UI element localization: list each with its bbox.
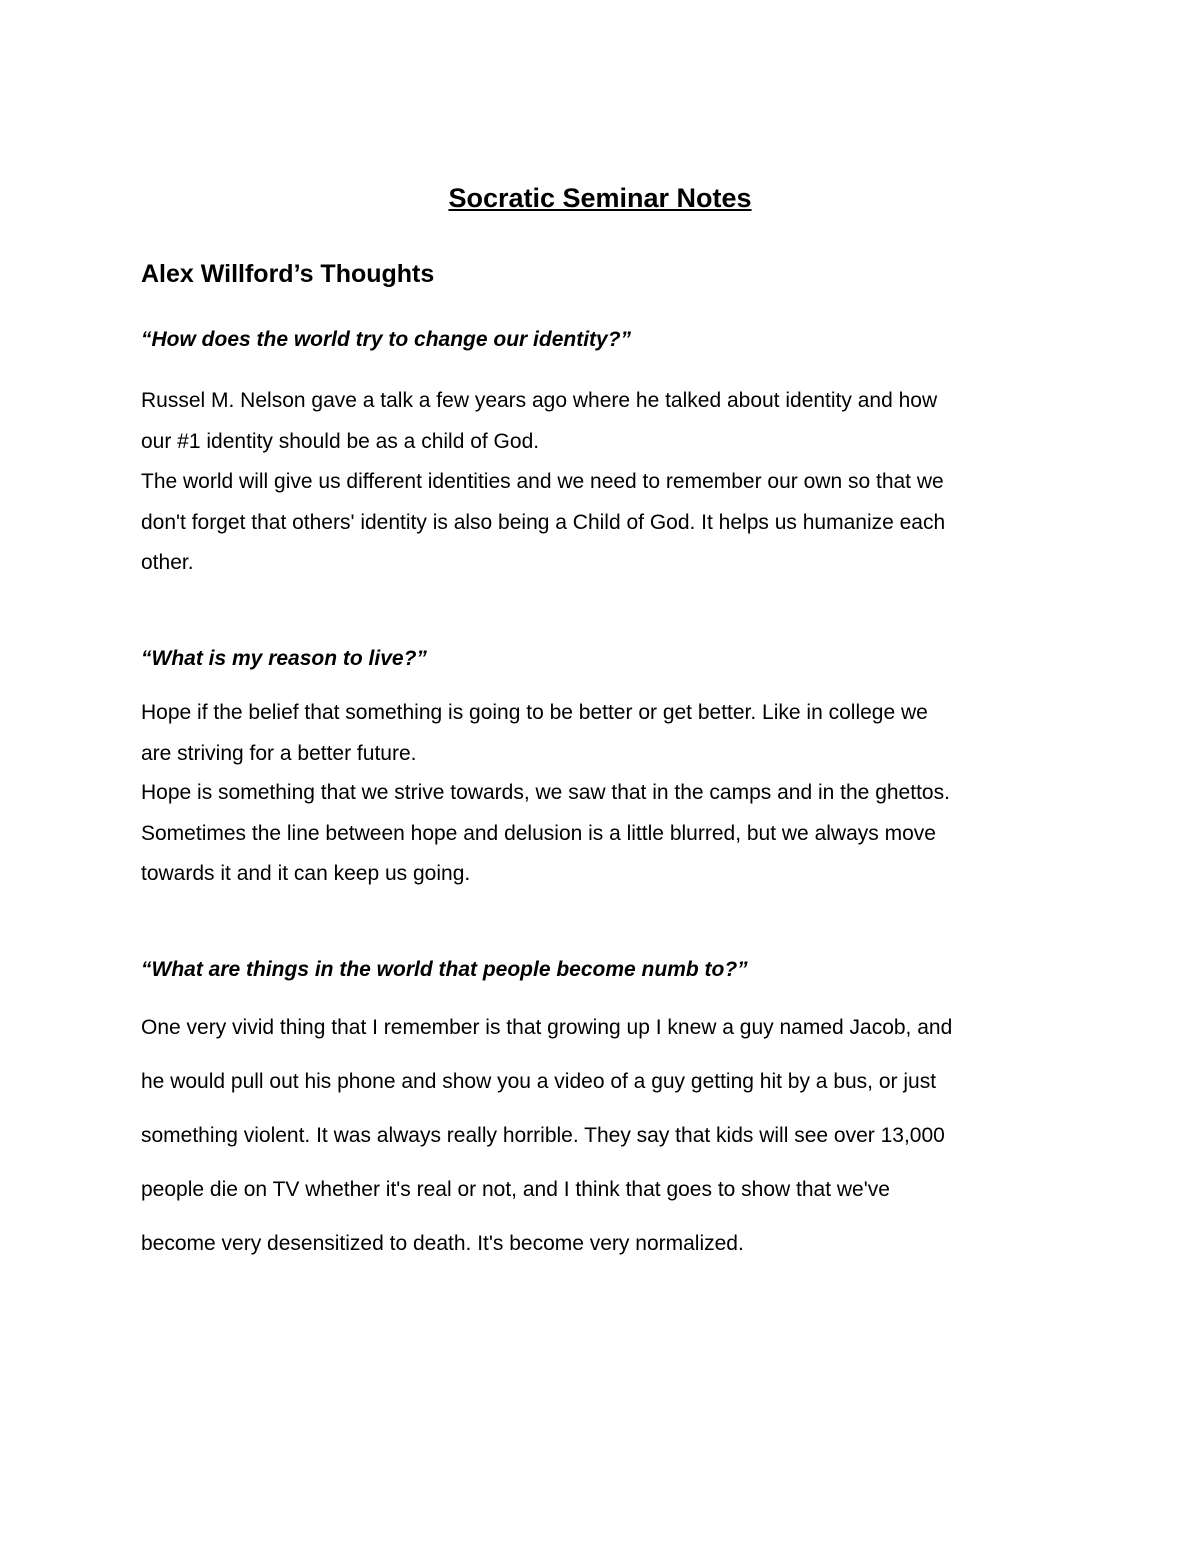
paragraph-line: become very desensitized to death. It's become very normalized. (141, 1232, 744, 1255)
paragraph (141, 1001, 1061, 1271)
paragraph-line: The world will give us different identities and we need to remember our own so that we (141, 470, 944, 493)
paragraph-line: are striving for a better future. (141, 741, 417, 765)
document-title: Socratic Seminar Notes (448, 183, 752, 213)
question-reason-to-live: “What is my reason to live?” (141, 647, 427, 670)
paragraph (141, 462, 1061, 584)
paragraph (141, 693, 1061, 774)
paragraph (141, 381, 1061, 462)
paragraph-line: Hope if the belief that something is going to be better or get better. Like in college we (141, 701, 928, 724)
paragraph-line: One very vivid thing that I remember is that growing up I knew a guy named Jacob, and (141, 1016, 953, 1039)
author-heading: Alex Willford’s Thoughts (141, 260, 435, 288)
paragraph (141, 773, 1061, 895)
question-numb-to: “What are things in the world that people become numb to?” (141, 958, 748, 981)
paragraph-line: other. (141, 551, 194, 574)
paragraph-line: our #1 identity should be as a child of God. (141, 429, 540, 453)
paragraph-line: Russel M. Nelson gave a talk a few years ago where he talked about identity and how (141, 389, 938, 412)
paragraph-line: don't forget that others' identity is also being a Child of God. It helps us humanize each (141, 510, 946, 534)
paragraph-line: Hope is something that we strive towards, we saw that in the camps and in the ghettos. (141, 781, 950, 804)
paragraph-line: he would pull out his phone and show you a video of a guy getting hit by a bus, or just (141, 1070, 937, 1093)
paragraph-line: Sometimes the line between hope and delusion is a little blurred, but we always move (141, 821, 936, 845)
paragraph-line: something violent. It was always really horrible. They say that kids will see over 13,000 (141, 1124, 945, 1147)
paragraph-line: people die on TV whether it's real or not, and I think that goes to show that we've (141, 1178, 890, 1201)
question-identity: “How does the world try to change our identity?” (141, 328, 632, 351)
paragraph-line: towards it and it can keep us going. (141, 862, 471, 885)
